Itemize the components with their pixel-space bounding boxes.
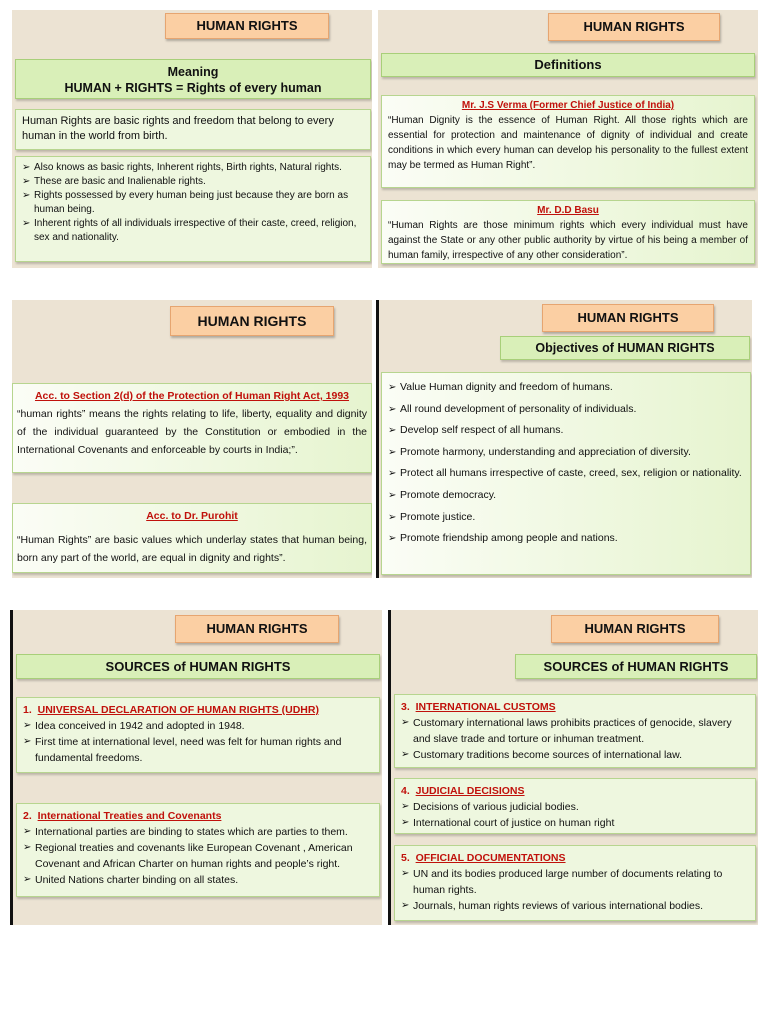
documentations-number: 5. [401,852,410,864]
udhr-list [23,718,373,766]
bullet-list [22,161,364,245]
basu-text: “Human Rights are those minimum rights which every individual must have against the State or any other public authority by virtue of his being a member of human family, irrespective of any other consideration”. [388,220,748,261]
documentations-heading [401,850,749,866]
purohit-heading: Acc. to Dr. Purohit [146,510,238,522]
sources-bar: SOURCES of HUMAN RIGHTS [16,654,380,679]
list-item: ➢ Value Human dignity and freedom of humans. [388,377,744,399]
list-item: ➢ International parties are binding to states which are parties to them. [23,824,373,840]
list-item: ➢ Inherent rights of all individuals irrespective of their caste, creed, religion, sex and nationality. [22,217,364,245]
list-item: ➢ UN and its bodies produced large number of documents relating to human rights. [401,866,749,898]
definition-box [15,109,371,150]
list-item: ➢ Customary traditions become sources of international law. [401,747,749,763]
customs-list [401,715,749,763]
documentations-box [394,845,756,921]
list-item: ➢ Decisions of various judicial bodies. [401,799,749,815]
slide-sources-1 [10,610,382,925]
meaning-bar [15,59,371,99]
purohit-box [12,503,372,573]
slide-title: HUMAN RIGHTS [548,13,720,41]
list-item: ➢ Also knows as basic rights, Inherent rights, Birth rights, Natural rights. [22,161,364,175]
slide-title: HUMAN RIGHTS [551,615,719,643]
judicial-title: JUDICIAL DECISIONS [415,785,525,797]
act-text: “human rights” means the rights relating to life, liberty, equality and dignity of the individual guaranteed by the Constitution or embodied in the International Covenants and enforceable by courts in India;”. [17,408,367,456]
judicial-heading [401,783,749,799]
list-item: ➢ These are basic and Inalienable rights. [22,175,364,189]
meaning-formula: HUMAN + RIGHTS = Rights of every human [64,81,322,95]
slide-title: HUMAN RIGHTS [175,615,339,643]
act-box [12,383,372,473]
udhr-box [16,697,380,773]
list-item: ➢ Protect all humans irrespective of caste, creed, sex, religion or nationality. [388,463,744,485]
customs-heading [401,699,749,715]
list-item: ➢ First time at international level, need was felt for human rights and fundamental freedoms. [23,734,373,766]
definition-text: Human Rights are basic rights and freedom that belong to every human in the world from birth. [22,115,334,142]
verma-text: “Human Dignity is the essence of Human Right. All those rights which are essential for protection and maintenance of dignity of individual and create conditions in which every human can develop his personality to the fullest extent may be termed as Human Right”. [388,115,748,171]
objectives-box [381,372,751,575]
udhr-heading [23,702,373,718]
objectives-bar: Objectives of HUMAN RIGHTS [500,336,750,360]
list-item: ➢ Promote justice. [388,507,744,529]
slide-act [12,300,372,578]
slide-title: HUMAN RIGHTS [542,304,714,332]
basu-box [381,200,755,264]
treaties-list [23,824,373,888]
judicial-number: 4. [401,785,410,797]
list-item: ➢ Journals, human rights reviews of various international bodies. [401,898,749,914]
list-item: ➢ Regional treaties and covenants like European Covenant , American Covenant and African Charter on human rights and people’s right. [23,840,373,872]
list-item: ➢ Customary international laws prohibits practices of genocide, slavery and slave trade and torture or inhuman treatment. [401,715,749,747]
list-item: ➢ Idea conceived in 1942 and adopted in 1948. [23,718,373,734]
objective-list [388,377,744,550]
slide-title: HUMAN RIGHTS [165,13,329,39]
basu-author: Mr. D.D Basu [537,205,599,216]
customs-title: INTERNATIONAL CUSTOMS [415,701,556,713]
slide-definitions [378,10,758,268]
list-item: ➢ Promote democracy. [388,485,744,507]
sources-bar: SOURCES of HUMAN RIGHTS [515,654,757,679]
treaties-title: International Treaties and Covenants [37,810,222,822]
definitions-bar: Definitions [381,53,755,77]
slide-title: HUMAN RIGHTS [170,306,334,336]
purohit-text: “Human Rights” are basic values which underlay states that human being, born any part of the world, are equal in dignity and rights”. [17,534,367,564]
list-item: ➢ Promote friendship among people and nations. [388,528,744,550]
treaties-box [16,803,380,897]
bullets-box [15,156,371,262]
udhr-title: UNIVERSAL DECLARATION OF HUMAN RIGHTS (UDHR) [37,704,319,716]
documentations-title: OFFICIAL DOCUMENTATIONS [415,852,566,864]
treaties-number: 2. [23,810,32,822]
list-item: ➢ Develop self respect of all humans. [388,420,744,442]
meaning-label: Meaning [167,65,219,79]
list-item: ➢ All round development of personality of individuals. [388,399,744,421]
act-heading: Acc. to Section 2(d) of the Protection of Human Right Act, 1993 [34,390,350,402]
judicial-box [394,778,756,834]
verma-box [381,95,755,188]
slide-objectives [376,300,752,578]
list-item: ➢ United Nations charter binding on all states. [23,872,373,888]
documentations-list [401,866,749,914]
judicial-list [401,799,749,831]
slide-sources-2 [388,610,758,925]
customs-number: 3. [401,701,410,713]
treaties-heading [23,808,373,824]
list-item: ➢ International court of justice on human right [401,815,749,831]
udhr-number: 1. [23,704,32,716]
verma-author: Mr. J.S Verma (Former Chief Justice of India) [461,100,675,111]
list-item: ➢ Rights possessed by every human being just because they are born as human being. [22,189,364,217]
customs-box [394,694,756,768]
slide-meaning [12,10,372,268]
list-item: ➢ Promote harmony, understanding and appreciation of diversity. [388,442,744,464]
